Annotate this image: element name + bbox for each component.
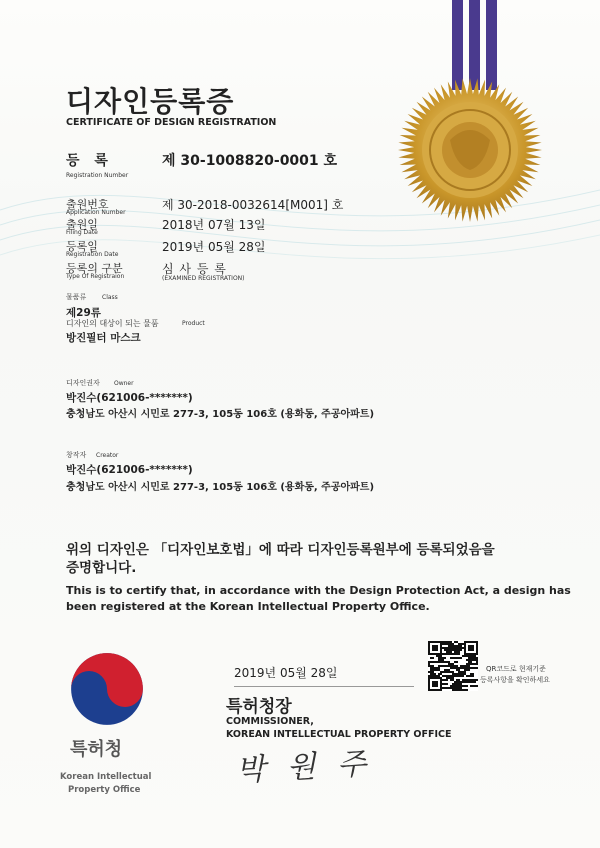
application-label: 출원번호 <box>66 198 109 211</box>
signature: 박 원 주 <box>235 746 374 789</box>
statement-ko-line1: 위의 디자인은 「디자인보호법」에 따라 디자인등록원부에 등록되었음을 <box>66 542 495 558</box>
registration-type-sublabel: Type Of Registraion <box>66 273 125 280</box>
creator-sublabel: Creator <box>96 452 119 459</box>
statement-en-line2: been registered at the Korean Intellectual Property Office. <box>66 600 430 613</box>
registration-date-label: 등록일 <box>66 240 98 253</box>
qr-note-line1: QR코드로 현재기준 <box>486 665 546 673</box>
registration-sublabel: Registration Number <box>66 172 129 179</box>
certificate-title-ko: 디자인등록증 <box>66 85 235 118</box>
product-sublabel: Product <box>182 320 205 327</box>
divider-line <box>234 686 414 687</box>
registration-type: 심 사 등 록 <box>162 262 227 276</box>
issuer-ko: 특허청장 <box>226 697 292 717</box>
product-value: 방진필터 마스크 <box>66 332 141 344</box>
creator-address: 충청남도 아산시 시민로 277-3, 105동 106호 (용화동, 주공아파트) <box>66 482 375 493</box>
registration-label: 등 록 <box>66 153 113 169</box>
registration-date-sublabel: Registration Date <box>66 251 119 258</box>
class-label: 물품류 <box>66 293 87 301</box>
class-value: 제29류 <box>66 307 101 319</box>
issue-date: 2019년 05월 28일 <box>234 666 338 680</box>
registration-type-en: (EXAMINED REGISTRATION) <box>162 275 245 282</box>
creator-label: 창작자 <box>66 451 87 459</box>
qr-note-line2: 등록사항을 확인하세요 <box>480 676 550 684</box>
creator-name: 박진수(621006-*******) <box>66 464 193 476</box>
statement-en-line1: This is to certify that, in accordance with the Design Protection Act, a design has <box>66 584 571 597</box>
owner-sublabel: Owner <box>114 380 134 387</box>
registration-type-label: 등록의 구분 <box>66 262 123 275</box>
issuer-en-line1: COMMISSIONER, <box>226 716 314 727</box>
owner-label: 디자인권자 <box>66 379 100 387</box>
qr-code-icon <box>428 641 478 691</box>
filing-date-label: 출원일 <box>66 218 98 231</box>
kipo-logo-icon <box>68 650 146 728</box>
owner-address: 충청남도 아산시 시민로 277-3, 105동 106호 (용화동, 주공아파트) <box>66 409 375 420</box>
gold-seal-icon <box>395 70 545 230</box>
registration-number: 제 30-1008820-0001 호 <box>162 153 338 169</box>
registration-date: 2019년 05월 28일 <box>162 240 266 254</box>
product-label: 디자인의 대상이 되는 물품 <box>66 319 159 328</box>
statement-ko-line2: 증명합니다. <box>66 560 137 576</box>
logo-text-en-line1: Korean Intellectual <box>60 772 152 782</box>
application-number: 제 30-2018-0032614[M001] 호 <box>162 198 344 212</box>
certificate-title-en: CERTIFICATE OF DESIGN REGISTRATION <box>66 117 277 128</box>
issuer-en-line2: KOREAN INTELLECTUAL PROPERTY OFFICE <box>226 729 452 740</box>
class-sublabel: Class <box>102 294 118 301</box>
filing-date-sublabel: Filing Date <box>66 229 98 236</box>
owner-name: 박진수(621006-*******) <box>66 392 193 404</box>
logo-text-ko: 특허청 <box>70 739 123 760</box>
logo-text-en-line2: Property Office <box>68 785 141 795</box>
filing-date: 2018년 07월 13일 <box>162 218 266 232</box>
application-sublabel: Application Number <box>66 209 126 216</box>
